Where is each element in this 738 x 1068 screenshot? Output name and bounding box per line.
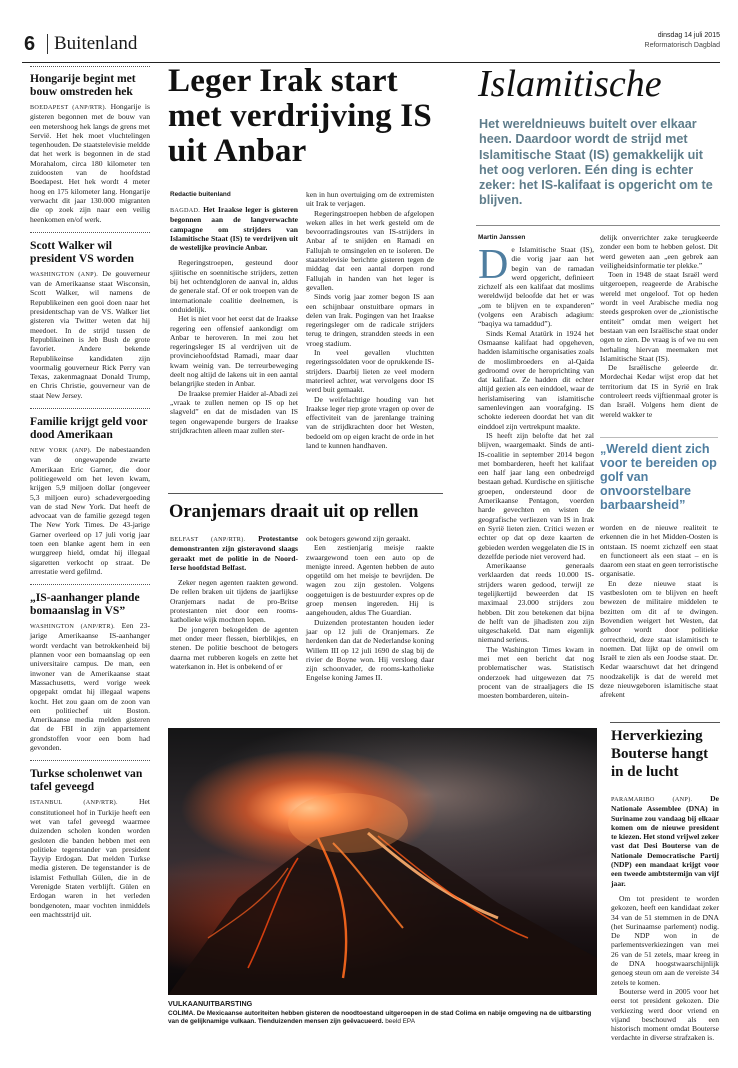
lead-headline: Leger Irak start met verdrijving IS uit Anbar — [168, 63, 432, 169]
paragraph: ken in hun overtuiging om de extremisten uit Irak te verjagen. — [306, 190, 434, 209]
brief-body: De nabestaanden van de ongewapende zwarte Amerikaan Eric Garner, die door politiegeweld om het leven kwam, krijgen 5,9 miljoen dollar (ongeveer 5,3 miljoen euro) schadevergoeding van de stad New York. Dat heeft de advocaat van de familie gezegd tegen The New York Times. De 43-jarige Garner overleed op 17 juli vorig jaar toen een blanke agent hem in een wurggreep hield, omdat hij illegaal sigaretten verkocht op straat. De arrestatie werd gefilmd. — [30, 445, 151, 576]
column-col-1 — [478, 242, 594, 701]
caption-title: VULKAANUITBARSTING — [168, 999, 253, 1008]
paragraph: De weifelachtige houding van het Iraakse leger riep grote vragen op over de effectiviteit van de jarenlange training van de strijdkrachten door het Westen, bedoeld om op eigen kracht de orde in het land te kunnen handhaven. — [306, 394, 434, 451]
brief-body: Een 23-jarige Amerikaanse IS-aanhanger wordt verdacht van betrokkenheid bij plannen voor een bomaanslag op een universitaire campus. De man, een inwoner van de Amerikaanse staat Massachusetts, werd vorige week opgepakt omdat hij illegaal wapens kocht. Het zou gaan om de zoon van een politiechef uit Boston. Amerikaanse media melden gisteren dat de FBI in zijn appartement grondstoffen voor een bom had gevonden. — [30, 621, 151, 753]
dateline: BAGDAD. — [170, 207, 201, 214]
lead-column-2 — [306, 190, 434, 450]
dateline: WASHINGTON (ANP/RTR). — [30, 623, 116, 631]
dateline: BELFAST (ANP/RTR). — [170, 536, 246, 543]
paragraph: De Iraakse premier Haider al-Abadi zei „vraak te zullen nemen op IS op het slagveld” en dat de misdaden van IS tegen ongewapende burgers de Iraakse strijdkrachten alleen maar zullen ster- — [170, 388, 298, 435]
paragraph: En deze nieuwe staat is vastbesloten om te blijven en heeft bewezen de militaire middelen te bezitten om dit af te dwingen. Bovendien weigert het Westen, dat gehoor wordt door politieke correctheid, deze staat islamitisch te noemen. Dat lijkt op de onwil om Israël te zien als een Joodse staat. Dr. Kedar waarschuwt dat het dringend noodzakelijk is dat de wereld met deze nieuwgeboren islamitische staat afrekent — [600, 578, 718, 700]
lead-byline: Redactie buitenland — [170, 191, 231, 198]
photo-credit: beeld EPA — [385, 1018, 415, 1026]
caption-text: De Mexicaanse autoriteiten hebben gisteren de noodtoestand uitgeroepen in de stad Colima en nabije omgeving na de uitbarsting van de gelijknamige vulkaan. Tienduizenden mensen zijn geëvacueerd. — [168, 1009, 592, 1026]
paragraph: In veel gevallen vluchtten regeringssoldaten voor de oprukkende IS-strijders. Daarbij lieten ze veel modern materieel achter, wat vervolgens door IS werd buit gemaakt. — [306, 348, 434, 395]
paragraph: Een zestienjarig meisje raakte zwaargewond toen een auto op de menigte inreed. Agenten hebben de auto opgetild om het meisje te bevrijden. De wagen zou zijn gestolen. Volgens ooggetuigen is de bestuurder expres op de groep mensen ingereden. Hij is aangehouden, aldus The Guardian. — [306, 543, 434, 618]
paragraph: Zeker negen agenten raakten gewond. De rellen braken uit tijdens de jaarlijkse Oranjemars nadat de pro-Britse protestanten niet door een rooms-katholieke wijk mochten lopen. — [170, 578, 298, 625]
paragraph: Het is niet voor het eerst dat de Iraakse regering een offensief aankondigt om Anbar te heroveren. In mei zou het regeringsleger IS al verdrijven uit de provinciehoofdstad Ramadi, maar daar kwam weinig van. De terreurbeweging deelt nog altijd de lakens uit in een aantal belangrijke steden in Anbar. — [170, 314, 298, 389]
paragraph: Regeringstroepen, gesteund door sjiitische en soennitische strijders, zetten bij het ochtendgloren de aanval in, aldus de generale staf. Of er ook troepen van de internationale coalitie deelnemen, is onduidelijk. — [170, 258, 298, 314]
brief-hungary — [30, 72, 150, 224]
paragraph: Toen in 1948 de staat Israël werd uitgeroepen, reageerde de Arabische wereld met ongeloof. Tot op heden wordt in veel Arabische media nog steeds gesproken over de „zionistische entiteit” omdat men weigert het bestaan van een Israëlische staat onder ogen te zien. De vraag is of we nu een herhaling hiervan meemaken met Islamitische Staat (IS). — [600, 270, 718, 363]
paragraph: worden en de nieuwe realiteit te erkennen die in het Midden-Oosten is ontstaan. IS noemt zichzelf een staat en functioneert als een staat – en is daarom een staat en geen terroristische organisatie. — [600, 523, 718, 579]
column-author: Martin Janssen — [478, 234, 526, 241]
paragraph: delijk onverrichter zake terugkeerde zonder een bom te hebben gelost. Dit werd geweten aan „een gebrek aan veiligheidsinformatie ter plekke.” — [600, 233, 718, 270]
dateline: PARAMARIBO (ANP). — [611, 796, 693, 803]
paragraph: Sinds vorig jaar zomer begon IS aan een schijnbaar onstuitbare opmars in delen van Irak. Pogingen van het Iraakse regeringsleger om de radicale strijders terug te dringen, strandden steeds in een vroeg stadium. — [306, 292, 434, 348]
brief-body: De gouverneur van de Amerikaanse staat Wisconsin, Scott Walker, wil namens de Republikeinen een gooi doen naar het presidentschap van de VS. Walker liet gisteren via Twitter weten dat hij meedoet. In de strijd tussen de Republikeinen is Jeb Bush de grote favoriet. Andere bekende Republikeinse kandidaten zijn voormalig gouverneur Rick Perry van Texas, zakenmagnaat Donald Trump, en Chris Christie, gouverneur van de staat New Jersey. — [30, 268, 150, 400]
paragraph: Amerikaanse generaals verklaarden dat reeds 10.000 IS-strijders waren gedood, terwijl ze tegelijkertijd beweerden dat IS maximaal 23.000 strijders zou hebben. Dit zou betekenen dat bijna de helft van de jihadisten zou zijn uitgeschakeld. Dat nam eigenlijk niemand serieus. — [478, 561, 594, 645]
orange-column-2 — [306, 534, 434, 683]
paragraph: De jongeren bekogelden de agenten met onder meer flessen, bierblikjes, en stenen. De politie beschoot de betogers daarna met rubberen kogels en zette het waterkanon in. Het is onbekend of er — [170, 624, 298, 671]
orange-intro: Protestantse demonstranten zijn gisteravond slaags geraakt met de politie in de Noord-Ierse hoofdstad Belfast. — [170, 534, 298, 572]
suriname-body — [611, 794, 719, 1043]
suriname-headline: Herverkiezing Bouterse hangt in de lucht — [611, 728, 709, 780]
paragraph: e Islamitische Staat (IS), die vorig jaar aan het begin van de ramadan werd opgericht, definieert zichzelf als een kalifaat dat moslims wereldwijd beloofde dat het er was „om te blijven en te expanderen” (volgens een Arabisch adagium: “baqiya wa tamaddud”). — [478, 245, 594, 329]
paragraph: Duizenden protestanten houden ieder jaar op 12 juli de Oranjemars. Ze herdenken dan dat de Nederlandse koning Willem III op 12 juli 1690 de slag bij de rivier de Boyne won. Hij versloeg daar zijn schoonvader, de rooms-katholieke Engelse koning James II. — [306, 617, 434, 683]
paragraph: IS heeft zijn belofte dat het zal blijven, waargemaakt. Sinds de anti-IS-coalitie in september 2014 begon met bombarderen, heeft het kalifaat een half jaar lang een onbedreigd bestaan gehad. Kurdische en sjiitische groepen, ondersteund door de Amerikaanse Pentagon, voerden harde gevechten en wisten de geografische verliezen van IS in Irak en Syrië lieten zien. Critici wezen er echter op dat op deze kaarten de gebieden werden weggelaten die IS in dezelfde periode niet veroverd had. — [478, 430, 594, 561]
brief-body: Hongarije is gisteren begonnen met de bouw van een metershoog hek langs de grens met Servië. Het hek moet vluchtelingen tegenhouden. De staatstelevisie meldde dat het werk is begonnen in de stad Morahalom, circa 180 kilometer ten zuidoosten van de hoofdstad Boedapest. Het hek wordt 4 meter hoog en 175 kilometer lang. Hongarije verwacht dit jaar 130.000 migranten die op zoek zijn naar een veilig heenkomen en/of werk. — [30, 102, 150, 224]
lead-intro: Het Iraakse leger is gisteren begonnen aan de langverwachte campagne om strijders van Islamitische Staat (IS) te verdrijven uit de westelijke provincie Anbar. — [170, 205, 298, 253]
dateline: ISTANBUL (ANP/RTR). — [30, 799, 118, 807]
page-number: 6 — [24, 33, 36, 55]
masthead — [20, 30, 720, 60]
brief-walker — [30, 239, 150, 400]
lead-column-1 — [170, 205, 298, 435]
pull-quote — [600, 437, 718, 512]
dateline: BOEDAPEST (ANP/RTR). — [30, 104, 107, 111]
pull-quote-text: „Wereld dient zich voor te bereiden op golf van onvoorstelbare barbaarsheid” — [600, 442, 717, 512]
brief-headline: Hongarije begint met bouw omstreden hek — [30, 72, 136, 98]
column-standfirst: Het wereldnieuws buitelt over elkaar heen. Daardoor wordt de strijd met Islamitische Staat (IS) gemakkelijk uit het oog verloren. Eén ding is echter zeker: het IS-kalifaat is opgericht om te blijven. — [479, 117, 713, 208]
column-headline: Islamitische — [478, 63, 662, 105]
paper-name: Reformatorisch Dagblad — [644, 42, 720, 49]
brief-headline: Turkse scholenwet van tafel geveegd — [30, 767, 143, 794]
orange-column-1 — [170, 534, 298, 671]
brief-headline: Scott Walker wil president VS worden — [30, 238, 134, 265]
paragraph: De Israëlische geleerde dr. Mordechai Kedar wijst erop dat het territorium dat IS in Syrië en Irak controleert reeds vijftienmaal groter is dan Israël. Volgens hem dient de wereld wakker te — [600, 363, 718, 419]
paragraph: Om tot president te worden gekozen, heeft een kandidaat zeker 34 van de 51 stemmen in de DNA (het Surinaamse parlement) nodig. De NDP won in de parlementsverkiezingen van mei 26 van de 51 zetels, maar kreeg in de DNA hoogstwaarschijnlijk genoeg steun om aan de vereiste 34 zetels te komen. — [611, 893, 719, 987]
paragraph: The Washington Times kwam in mei met een bericht dat nog problematischer was. Statistisch onderzoek had uitgewezen dat 75 procent van de straaljagers die IS moesten bombarderen, uitein- — [478, 644, 594, 701]
dropcap: D — [478, 242, 509, 288]
page-date: dinsdag 14 juli 2015 — [657, 32, 720, 39]
paragraph: Sinds Kemal Atatürk in 1924 het Osmaanse kalifaat had opgeheven, hadden islamitische organisaties zoals de moslimbroeders en al-Qaida gedroomd over de heroprichting van dat kalifaat. Ze hadden dit echter altijd gezien als een einddoel, waar de herislamisering van islamitische samenlevingen aan voorafging. IS schokte iedereen doordat het van dit einddoel zijn vertrekpunt maakte. — [478, 328, 594, 431]
divider — [47, 34, 48, 54]
dateline: WASHINGTON (ANP). — [30, 270, 99, 278]
column-col-2b — [600, 523, 718, 700]
brief-family — [30, 415, 150, 576]
brief-headline: Familie krijgt geld voor dood Amerikaan — [30, 415, 148, 442]
brief-bomb — [30, 591, 150, 752]
paragraph: ook betogers gewond zijn geraakt. — [306, 534, 411, 543]
volcano-photo — [168, 728, 597, 995]
dateline: COLIMA. — [168, 1009, 195, 1017]
paragraph: Regeringstroepen hebben de afgelopen weken alles in het werk gesteld om de bevoorradingsroutes van IS-strijders in Anbar af te snijden en Ramadi en Fallujah te omsingelen en te isoleren. De staatstelevisie berichtte gisteren tegen de middag dat een aantal dorpen rond Fallujah in handen van het leger is gevallen. — [306, 208, 434, 292]
orange-headline: Oranjemars draait uit op rellen — [169, 502, 419, 522]
section-title: Buitenland — [54, 33, 138, 54]
column-col-2 — [600, 233, 718, 419]
paragraph: Bouterse werd in 2005 voor het eerst tot president gekozen. Die verkiezing werd door vriend en vijand beschouwd als een historisch moment omdat Bouterse verdachte in diverse strafzaken is. — [611, 986, 719, 1043]
suriname-intro: De Nationale Assemblee (DNA) in Suriname zou vandaag bij elkaar komen om de nieuwe president te kiezen. Het stond vrijwel zeker vast dat Desi Bouterse van de Nationale Democratische Partij (NDP) een mandaat krijgt voor een tweede ambtstermijn van vijf jaar. — [611, 794, 719, 888]
volcano-lava-illustration — [168, 728, 597, 995]
brief-body: Het constitutioneel hof in Turkije heeft een wet van tafel geveegd waarmee duizenden scholen konden worden gesloten die banden hebben met een politieke tegenstander van president Tayyip Erdogan. Dat melden Turkse media gisteren. De tegenstander is de islamist Fethullah Gülen, die in de Verenigde Staten verblijft. Gülen en Erdogan waren in het verleden bondgenoten, maar vochten inmiddels een machtsstrijd uit. — [30, 797, 150, 919]
photo-caption — [168, 1000, 598, 1027]
brief-turkey — [30, 767, 150, 919]
brief-headline: „IS-aanhanger plande bomaanslag in VS” — [30, 591, 140, 618]
briefs-column — [30, 66, 150, 919]
dateline: NEW YORK (ANP). — [30, 447, 92, 455]
